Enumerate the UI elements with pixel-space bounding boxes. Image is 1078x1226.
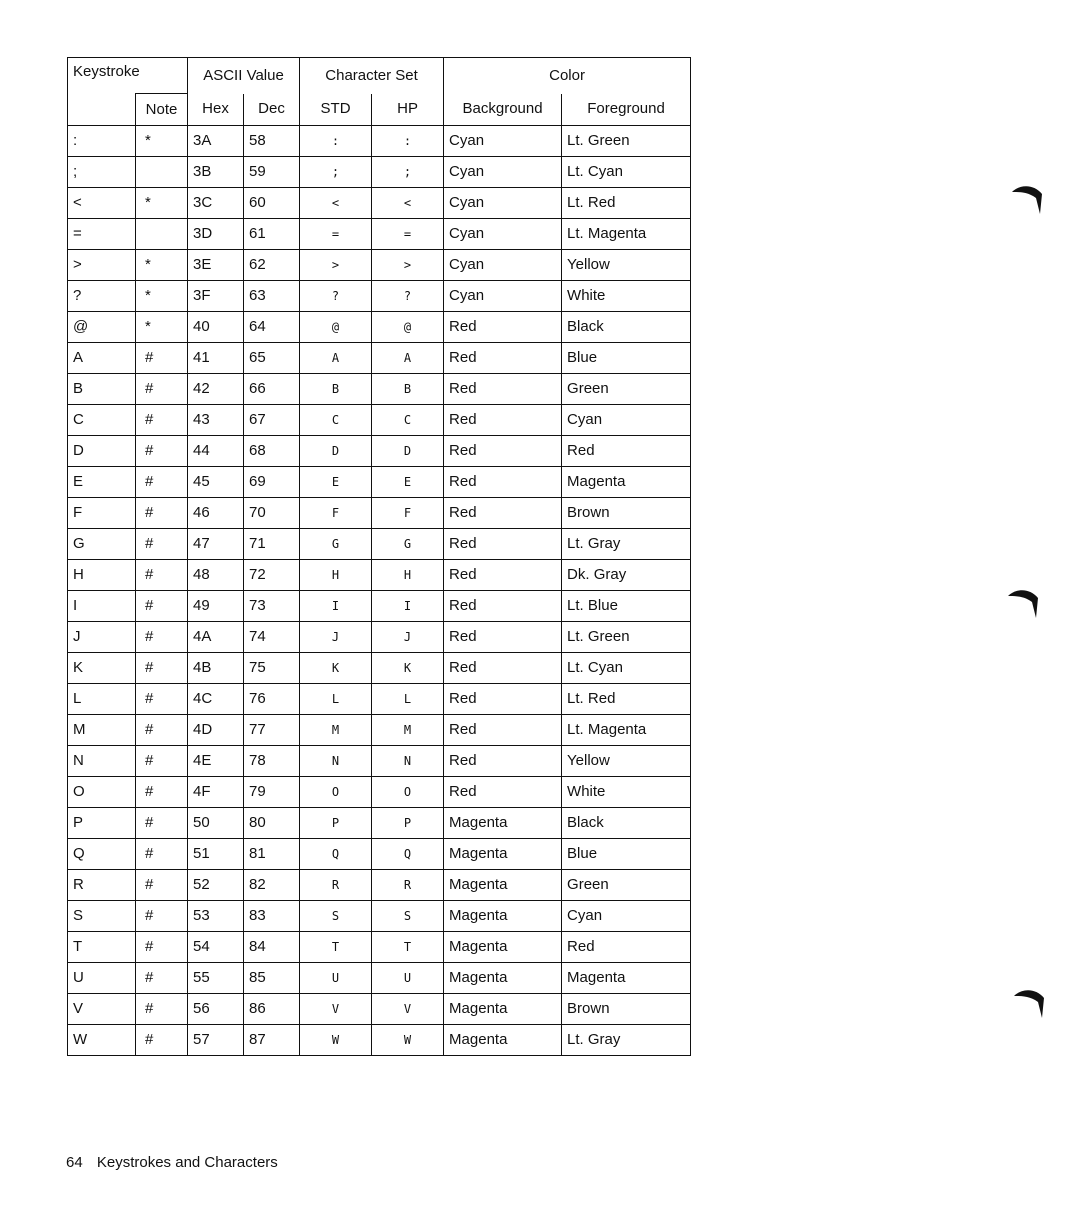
table-row [68, 963, 691, 994]
std-char-cell: J [300, 622, 372, 653]
table-row [68, 374, 691, 405]
hp-char-cell: ; [372, 157, 444, 188]
hex-cell: 57 [188, 1025, 244, 1056]
dec-cell: 65 [244, 343, 300, 374]
hp-char-cell: Q [372, 839, 444, 870]
note-cell: * [136, 188, 188, 219]
std-char-cell: U [300, 963, 372, 994]
dec-cell: 70 [244, 498, 300, 529]
hp-char-cell: ? [372, 281, 444, 312]
std-char-cell: > [300, 250, 372, 281]
table-row [68, 777, 691, 808]
background-cell: Red [444, 312, 562, 343]
background-cell: Magenta [444, 839, 562, 870]
foreground-cell: Dk. Gray [562, 560, 691, 591]
note-cell: # [136, 994, 188, 1025]
background-cell: Cyan [444, 219, 562, 250]
hex-cell: 4B [188, 653, 244, 684]
hex-cell: 4D [188, 715, 244, 746]
binding-mark-icon [1010, 184, 1044, 214]
background-cell: Red [444, 560, 562, 591]
header-background: Background [444, 94, 562, 126]
keystroke-cell: H [68, 560, 136, 591]
table-row [68, 839, 691, 870]
keystroke-cell: < [68, 188, 136, 219]
table-row [68, 436, 691, 467]
dec-cell: 59 [244, 157, 300, 188]
hp-char-cell: M [372, 715, 444, 746]
header-dec: Dec [244, 94, 300, 126]
hp-char-cell: C [372, 405, 444, 436]
hex-cell: 51 [188, 839, 244, 870]
note-cell: # [136, 963, 188, 994]
background-cell: Red [444, 777, 562, 808]
header-keystroke: Keystroke [68, 58, 188, 94]
note-cell: * [136, 250, 188, 281]
keystroke-cell: J [68, 622, 136, 653]
foreground-cell: Green [562, 374, 691, 405]
hp-char-cell: @ [372, 312, 444, 343]
foreground-cell: Lt. Red [562, 684, 691, 715]
hex-cell: 56 [188, 994, 244, 1025]
foreground-cell: Red [562, 436, 691, 467]
background-cell: Magenta [444, 1025, 562, 1056]
table-row [68, 591, 691, 622]
foreground-cell: Yellow [562, 746, 691, 777]
hex-cell: 4E [188, 746, 244, 777]
foreground-cell: Lt. Gray [562, 1025, 691, 1056]
foreground-cell: Brown [562, 498, 691, 529]
hp-char-cell: V [372, 994, 444, 1025]
dec-cell: 81 [244, 839, 300, 870]
std-char-cell: ? [300, 281, 372, 312]
foreground-cell: Lt. Gray [562, 529, 691, 560]
background-cell: Red [444, 622, 562, 653]
note-cell: # [136, 684, 188, 715]
table-row [68, 157, 691, 188]
hex-cell: 3E [188, 250, 244, 281]
note-cell: # [136, 436, 188, 467]
background-cell: Magenta [444, 932, 562, 963]
dec-cell: 83 [244, 901, 300, 932]
table-row [68, 746, 691, 777]
dec-cell: 64 [244, 312, 300, 343]
table-row [68, 684, 691, 715]
keystroke-cell: L [68, 684, 136, 715]
background-cell: Red [444, 715, 562, 746]
dec-cell: 68 [244, 436, 300, 467]
note-cell [136, 157, 188, 188]
note-cell: # [136, 746, 188, 777]
std-char-cell: Q [300, 839, 372, 870]
foreground-cell: White [562, 777, 691, 808]
hex-cell: 48 [188, 560, 244, 591]
background-cell: Red [444, 405, 562, 436]
hp-char-cell: > [372, 250, 444, 281]
dec-cell: 71 [244, 529, 300, 560]
keystroke-cell: O [68, 777, 136, 808]
hp-char-cell: B [372, 374, 444, 405]
note-cell: # [136, 715, 188, 746]
keystroke-cell: M [68, 715, 136, 746]
dec-cell: 74 [244, 622, 300, 653]
table-row [68, 250, 691, 281]
dec-cell: 73 [244, 591, 300, 622]
dec-cell: 66 [244, 374, 300, 405]
header-keystroke-blank [68, 94, 136, 126]
std-char-cell: B [300, 374, 372, 405]
hex-cell: 3F [188, 281, 244, 312]
keystroke-cell: P [68, 808, 136, 839]
foreground-cell: Blue [562, 839, 691, 870]
note-cell: # [136, 870, 188, 901]
hp-char-cell: L [372, 684, 444, 715]
dec-cell: 79 [244, 777, 300, 808]
hp-char-cell: A [372, 343, 444, 374]
table-row [68, 529, 691, 560]
header-hp: HP [372, 94, 444, 126]
background-cell: Magenta [444, 870, 562, 901]
keystroke-cell: ; [68, 157, 136, 188]
hp-char-cell: W [372, 1025, 444, 1056]
keystroke-table [67, 57, 691, 1056]
table-row [68, 560, 691, 591]
hp-char-cell: D [372, 436, 444, 467]
note-cell: # [136, 932, 188, 963]
header-row-top [68, 58, 691, 94]
note-cell: # [136, 467, 188, 498]
keystroke-cell: E [68, 467, 136, 498]
note-cell: # [136, 343, 188, 374]
table-row [68, 622, 691, 653]
hex-cell: 43 [188, 405, 244, 436]
dec-cell: 82 [244, 870, 300, 901]
binding-mark-icon [1012, 988, 1046, 1018]
background-cell: Red [444, 498, 562, 529]
section-title: Keystrokes and Characters [96, 1154, 278, 1171]
background-cell: Cyan [444, 250, 562, 281]
keystroke-cell: D [68, 436, 136, 467]
background-cell: Magenta [444, 994, 562, 1025]
std-char-cell: F [300, 498, 372, 529]
table-row [68, 312, 691, 343]
hp-char-cell: J [372, 622, 444, 653]
hp-char-cell: F [372, 498, 444, 529]
dec-cell: 75 [244, 653, 300, 684]
dec-cell: 76 [244, 684, 300, 715]
note-cell: # [136, 808, 188, 839]
std-char-cell: T [300, 932, 372, 963]
hp-char-cell: O [372, 777, 444, 808]
table-row [68, 498, 691, 529]
foreground-cell: Cyan [562, 405, 691, 436]
background-cell: Red [444, 746, 562, 777]
std-char-cell: L [300, 684, 372, 715]
table-row [68, 467, 691, 498]
hp-char-cell: K [372, 653, 444, 684]
foreground-cell: Lt. Red [562, 188, 691, 219]
background-cell: Cyan [444, 281, 562, 312]
foreground-cell: Magenta [562, 963, 691, 994]
header-std: STD [300, 94, 372, 126]
note-cell: # [136, 622, 188, 653]
keystroke-cell: = [68, 219, 136, 250]
header-row-bottom [68, 94, 691, 126]
header-character-set: Character Set [300, 58, 444, 94]
hex-cell: 52 [188, 870, 244, 901]
dec-cell: 85 [244, 963, 300, 994]
dec-cell: 80 [244, 808, 300, 839]
keystroke-cell: V [68, 994, 136, 1025]
foreground-cell: Green [562, 870, 691, 901]
hex-cell: 46 [188, 498, 244, 529]
foreground-cell: Brown [562, 994, 691, 1025]
background-cell: Cyan [444, 188, 562, 219]
table-row [68, 405, 691, 436]
std-char-cell: O [300, 777, 372, 808]
background-cell: Red [444, 343, 562, 374]
hex-cell: 3B [188, 157, 244, 188]
std-char-cell: G [300, 529, 372, 560]
dec-cell: 78 [244, 746, 300, 777]
std-char-cell: K [300, 653, 372, 684]
foreground-cell: Lt. Green [562, 622, 691, 653]
std-char-cell: < [300, 188, 372, 219]
std-char-cell: I [300, 591, 372, 622]
background-cell: Magenta [444, 963, 562, 994]
dec-cell: 72 [244, 560, 300, 591]
keystroke-cell: W [68, 1025, 136, 1056]
header-foreground: Foreground [562, 94, 691, 126]
note-cell: # [136, 405, 188, 436]
table-row [68, 188, 691, 219]
note-cell: # [136, 529, 188, 560]
foreground-cell: Red [562, 932, 691, 963]
std-char-cell: H [300, 560, 372, 591]
foreground-cell: Lt. Cyan [562, 157, 691, 188]
hex-cell: 42 [188, 374, 244, 405]
hex-cell: 49 [188, 591, 244, 622]
foreground-cell: Black [562, 312, 691, 343]
hex-cell: 54 [188, 932, 244, 963]
dec-cell: 86 [244, 994, 300, 1025]
hex-cell: 41 [188, 343, 244, 374]
std-char-cell: ; [300, 157, 372, 188]
header-note: Note [136, 94, 188, 126]
std-char-cell: : [300, 126, 372, 157]
std-char-cell: W [300, 1025, 372, 1056]
background-cell: Red [444, 653, 562, 684]
hp-char-cell: P [372, 808, 444, 839]
hp-char-cell: I [372, 591, 444, 622]
table-row [68, 219, 691, 250]
table-row [68, 343, 691, 374]
dec-cell: 61 [244, 219, 300, 250]
hex-cell: 3A [188, 126, 244, 157]
hex-cell: 55 [188, 963, 244, 994]
table-row [68, 901, 691, 932]
keystroke-cell: N [68, 746, 136, 777]
hp-char-cell: G [372, 529, 444, 560]
hex-cell: 53 [188, 901, 244, 932]
dec-cell: 84 [244, 932, 300, 963]
keystroke-cell: : [68, 126, 136, 157]
background-cell: Red [444, 591, 562, 622]
note-cell: # [136, 1025, 188, 1056]
note-cell [136, 219, 188, 250]
hp-char-cell: E [372, 467, 444, 498]
keystroke-cell: K [68, 653, 136, 684]
page-footer [66, 1154, 278, 1171]
table-row [68, 932, 691, 963]
page-number: 64 [66, 1154, 83, 1171]
hex-cell: 45 [188, 467, 244, 498]
table-row [68, 1025, 691, 1056]
std-char-cell: M [300, 715, 372, 746]
keystroke-cell: B [68, 374, 136, 405]
dec-cell: 62 [244, 250, 300, 281]
header-ascii-value: ASCII Value [188, 58, 300, 94]
table-row [68, 715, 691, 746]
keystroke-cell: T [68, 932, 136, 963]
binding-mark-icon [1006, 588, 1040, 618]
table-row [68, 870, 691, 901]
note-cell: * [136, 126, 188, 157]
keystroke-cell: G [68, 529, 136, 560]
table-row [68, 808, 691, 839]
std-char-cell: D [300, 436, 372, 467]
hex-cell: 50 [188, 808, 244, 839]
std-char-cell: E [300, 467, 372, 498]
table-row [68, 281, 691, 312]
hp-char-cell: S [372, 901, 444, 932]
background-cell: Red [444, 374, 562, 405]
dec-cell: 63 [244, 281, 300, 312]
header-hex: Hex [188, 94, 244, 126]
keystroke-cell: F [68, 498, 136, 529]
note-cell: # [136, 901, 188, 932]
dec-cell: 58 [244, 126, 300, 157]
foreground-cell: Lt. Green [562, 126, 691, 157]
std-char-cell: P [300, 808, 372, 839]
keystroke-cell: S [68, 901, 136, 932]
table-row [68, 994, 691, 1025]
hp-char-cell: T [372, 932, 444, 963]
note-cell: # [136, 591, 188, 622]
background-cell: Magenta [444, 808, 562, 839]
background-cell: Red [444, 467, 562, 498]
std-char-cell: S [300, 901, 372, 932]
std-char-cell: N [300, 746, 372, 777]
background-cell: Cyan [444, 126, 562, 157]
note-cell: # [136, 777, 188, 808]
hp-char-cell: R [372, 870, 444, 901]
hex-cell: 40 [188, 312, 244, 343]
hex-cell: 47 [188, 529, 244, 560]
hp-char-cell: : [372, 126, 444, 157]
std-char-cell: V [300, 994, 372, 1025]
note-cell: # [136, 653, 188, 684]
keystroke-cell: A [68, 343, 136, 374]
table-row [68, 653, 691, 684]
foreground-cell: Lt. Magenta [562, 715, 691, 746]
hex-cell: 3D [188, 219, 244, 250]
foreground-cell: Lt. Cyan [562, 653, 691, 684]
keystroke-cell: @ [68, 312, 136, 343]
background-cell: Red [444, 436, 562, 467]
foreground-cell: Blue [562, 343, 691, 374]
background-cell: Red [444, 684, 562, 715]
std-char-cell: = [300, 219, 372, 250]
keystroke-cell: R [68, 870, 136, 901]
hp-char-cell: = [372, 219, 444, 250]
hex-cell: 4C [188, 684, 244, 715]
dec-cell: 67 [244, 405, 300, 436]
background-cell: Cyan [444, 157, 562, 188]
hex-cell: 4F [188, 777, 244, 808]
note-cell: * [136, 312, 188, 343]
note-cell: # [136, 374, 188, 405]
note-cell: # [136, 498, 188, 529]
background-cell: Magenta [444, 901, 562, 932]
note-cell: # [136, 560, 188, 591]
keystroke-cell: > [68, 250, 136, 281]
std-char-cell: @ [300, 312, 372, 343]
dec-cell: 60 [244, 188, 300, 219]
keystroke-cell: ? [68, 281, 136, 312]
note-cell: * [136, 281, 188, 312]
dec-cell: 69 [244, 467, 300, 498]
std-char-cell: A [300, 343, 372, 374]
foreground-cell: Yellow [562, 250, 691, 281]
std-char-cell: R [300, 870, 372, 901]
foreground-cell: Black [562, 808, 691, 839]
foreground-cell: Cyan [562, 901, 691, 932]
dec-cell: 77 [244, 715, 300, 746]
hex-cell: 3C [188, 188, 244, 219]
table-row [68, 126, 691, 157]
std-char-cell: C [300, 405, 372, 436]
dec-cell: 87 [244, 1025, 300, 1056]
hp-char-cell: N [372, 746, 444, 777]
keystroke-cell: C [68, 405, 136, 436]
foreground-cell: Lt. Blue [562, 591, 691, 622]
foreground-cell: Lt. Magenta [562, 219, 691, 250]
hp-char-cell: U [372, 963, 444, 994]
foreground-cell: Magenta [562, 467, 691, 498]
keystroke-cell: Q [68, 839, 136, 870]
header-color: Color [444, 58, 691, 94]
keystroke-cell: I [68, 591, 136, 622]
foreground-cell: White [562, 281, 691, 312]
hex-cell: 44 [188, 436, 244, 467]
hp-char-cell: H [372, 560, 444, 591]
keystroke-cell: U [68, 963, 136, 994]
hex-cell: 4A [188, 622, 244, 653]
note-cell: # [136, 839, 188, 870]
hp-char-cell: < [372, 188, 444, 219]
background-cell: Red [444, 529, 562, 560]
